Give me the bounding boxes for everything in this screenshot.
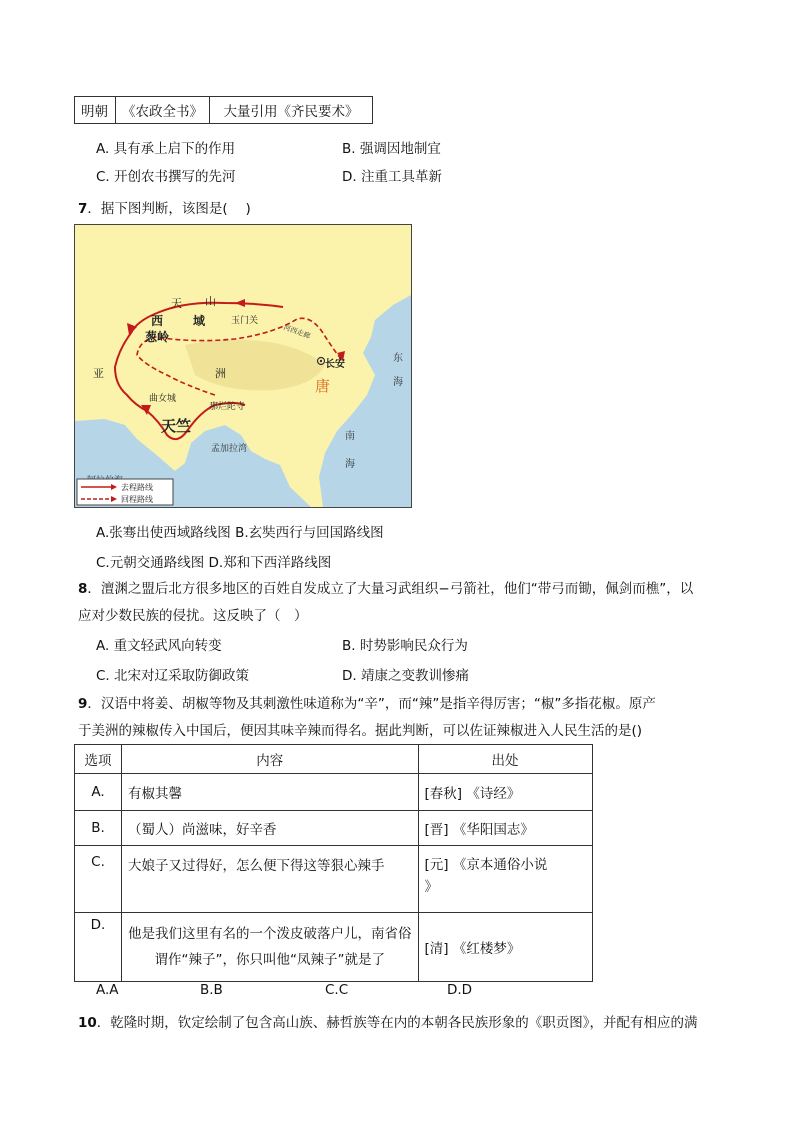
table-row (75, 97, 373, 124)
q7-options-line-2: C.元朝交通路线图 D.郑和下西洋路线图 (96, 555, 332, 571)
label-zhou: 洲 (215, 367, 226, 380)
header-content: 内容 (122, 745, 419, 774)
q8-option-b: B. 时势影响民众行为 (342, 638, 468, 654)
label-xiyu-2: 域 (193, 314, 206, 328)
label-nanhai-2: 海 (345, 459, 355, 470)
legend-outbound-label: 去程路线 (121, 483, 153, 492)
table-row (75, 913, 593, 982)
row-option: B. (75, 811, 122, 846)
q8-stem-line-2: 应对少数民族的侵扰。这反映了（ ） (78, 608, 308, 624)
q6-option-c: C. 开创农书撰写的先河 (96, 169, 236, 185)
row-content: （蜀人）尚滋味，好辛香 (122, 811, 419, 846)
row-content (122, 913, 419, 982)
question-number: 7 (78, 201, 88, 217)
label-qunucheng: 曲女城 (149, 394, 177, 404)
table-cell-note: 大量引用《齐民要术》 (210, 97, 373, 124)
label-ya: 亚 (93, 367, 104, 380)
q9-option-d: D.D (447, 982, 473, 998)
q8-option-c: C. 北宋对辽采取防御政策 (96, 668, 250, 684)
question-number: 10 (78, 1015, 97, 1031)
label-tianshan-2: 山 (205, 295, 216, 308)
label-mengjialawan: 孟加拉湾 (211, 444, 248, 454)
q8-option-a: A. 重文轻武风向转变 (96, 638, 222, 654)
label-donghai-1: 东 (393, 353, 403, 364)
q6-option-a: A. 具有承上启下的作用 (96, 141, 236, 157)
row-source-line-1: [元] 《京本通俗小说 (424, 857, 548, 873)
table-row (75, 846, 593, 913)
q8-option-d: D. 靖康之变教训惨痛 (342, 668, 469, 684)
table-header-row (75, 745, 593, 774)
label-nalantuosi: 那烂陀寺 (209, 402, 246, 412)
label-congling: 葱岭 (145, 330, 170, 344)
route-map (74, 224, 412, 508)
table-cell-dynasty: 明朝 (75, 97, 116, 124)
header-source: 出处 (418, 745, 592, 774)
label-tang: 唐 (315, 377, 331, 395)
label-hexi: 河西走廊 (282, 323, 312, 341)
q6-table (74, 96, 373, 124)
q9-option-b: B.B (200, 982, 223, 998)
label-yumenguan: 玉门关 (231, 316, 259, 326)
row-source-line-2: 》 (424, 879, 438, 895)
header-option: 选项 (75, 745, 122, 774)
question-number: 8 (78, 581, 88, 597)
table-cell-book: 《农政全书》 (116, 97, 210, 124)
q8-stem-line-1 (78, 577, 693, 597)
row-content: 大娘子又过得好，怎么便下得这等狠心辣手 (122, 846, 419, 913)
q10-stem (78, 1011, 698, 1031)
legend-return-label: 回程路线 (121, 495, 153, 504)
q9-option-c: C.C (325, 982, 349, 998)
arrow-outbound-1 (235, 299, 245, 307)
label-changan: 长安 (325, 359, 345, 370)
row-content-line-2: 谓作“辣子”，你只叫他“凤辣子”就是了 (154, 952, 385, 968)
question-text: ．汉语中将姜、胡椒等物及其刺激性味道称为“辛”，而“辣”是指辛得厉害；“椒”多指花椒。原产 (87, 696, 656, 712)
label-xiyu-1: 西 (151, 314, 164, 328)
label-nanhai-1: 南 (345, 431, 355, 442)
q7-options-line-1: A.张骞出使西域路线图 B.玄奘西行与回国路线图 (96, 525, 384, 541)
label-tianzhu: 天竺 (161, 417, 192, 435)
q9-stem-line-1 (78, 692, 656, 712)
sea-east (319, 295, 411, 507)
row-source: [晋] 《华阳国志》 (418, 811, 592, 846)
table-row (75, 774, 593, 811)
row-source (418, 846, 592, 913)
question-text: ．据下图判断，该图是( ) (87, 201, 251, 217)
q9-table (74, 744, 593, 982)
row-option: D. (75, 913, 122, 982)
row-content-line-1: 他是我们这里有名的一个泼皮破落户儿，南省俗 (128, 926, 412, 942)
table-row (75, 811, 593, 846)
route-map-svg (75, 225, 411, 507)
row-source: [春秋] 《诗经》 (418, 774, 592, 811)
q9-stem-line-2: 于美洲的辣椒传入中国后，便因其味辛辣而得名。据此判断，可以佐证辣椒进入人民生活的是() (78, 723, 643, 739)
question-text: ．乾隆时期，钦定绘制了包含高山族、赫哲族等在内的本朝各民族形象的《职贡图》，并配有相应的满 (96, 1015, 698, 1031)
question-text: ．澶渊之盟后北方很多地区的百姓自发成立了大量习武组织−弓箭社，他们“带弓而锄，佩剑而樵”，以 (87, 581, 694, 597)
changan-marker-dot (320, 360, 322, 362)
q6-option-b: B. 强调因地制宜 (342, 141, 441, 157)
label-donghai-2: 海 (393, 377, 403, 388)
row-option: C. (75, 846, 122, 913)
mountain-shade (185, 339, 325, 390)
q7-stem (78, 197, 251, 217)
question-number: 9 (78, 696, 88, 712)
row-source: [清] 《红楼梦》 (418, 913, 592, 982)
row-content: 有椒其馨 (122, 774, 419, 811)
q6-option-d: D. 注重工具革新 (342, 169, 442, 185)
row-option: A. (75, 774, 122, 811)
label-tianshan-1: 天 (171, 297, 182, 310)
q9-option-a: A.A (96, 982, 119, 998)
